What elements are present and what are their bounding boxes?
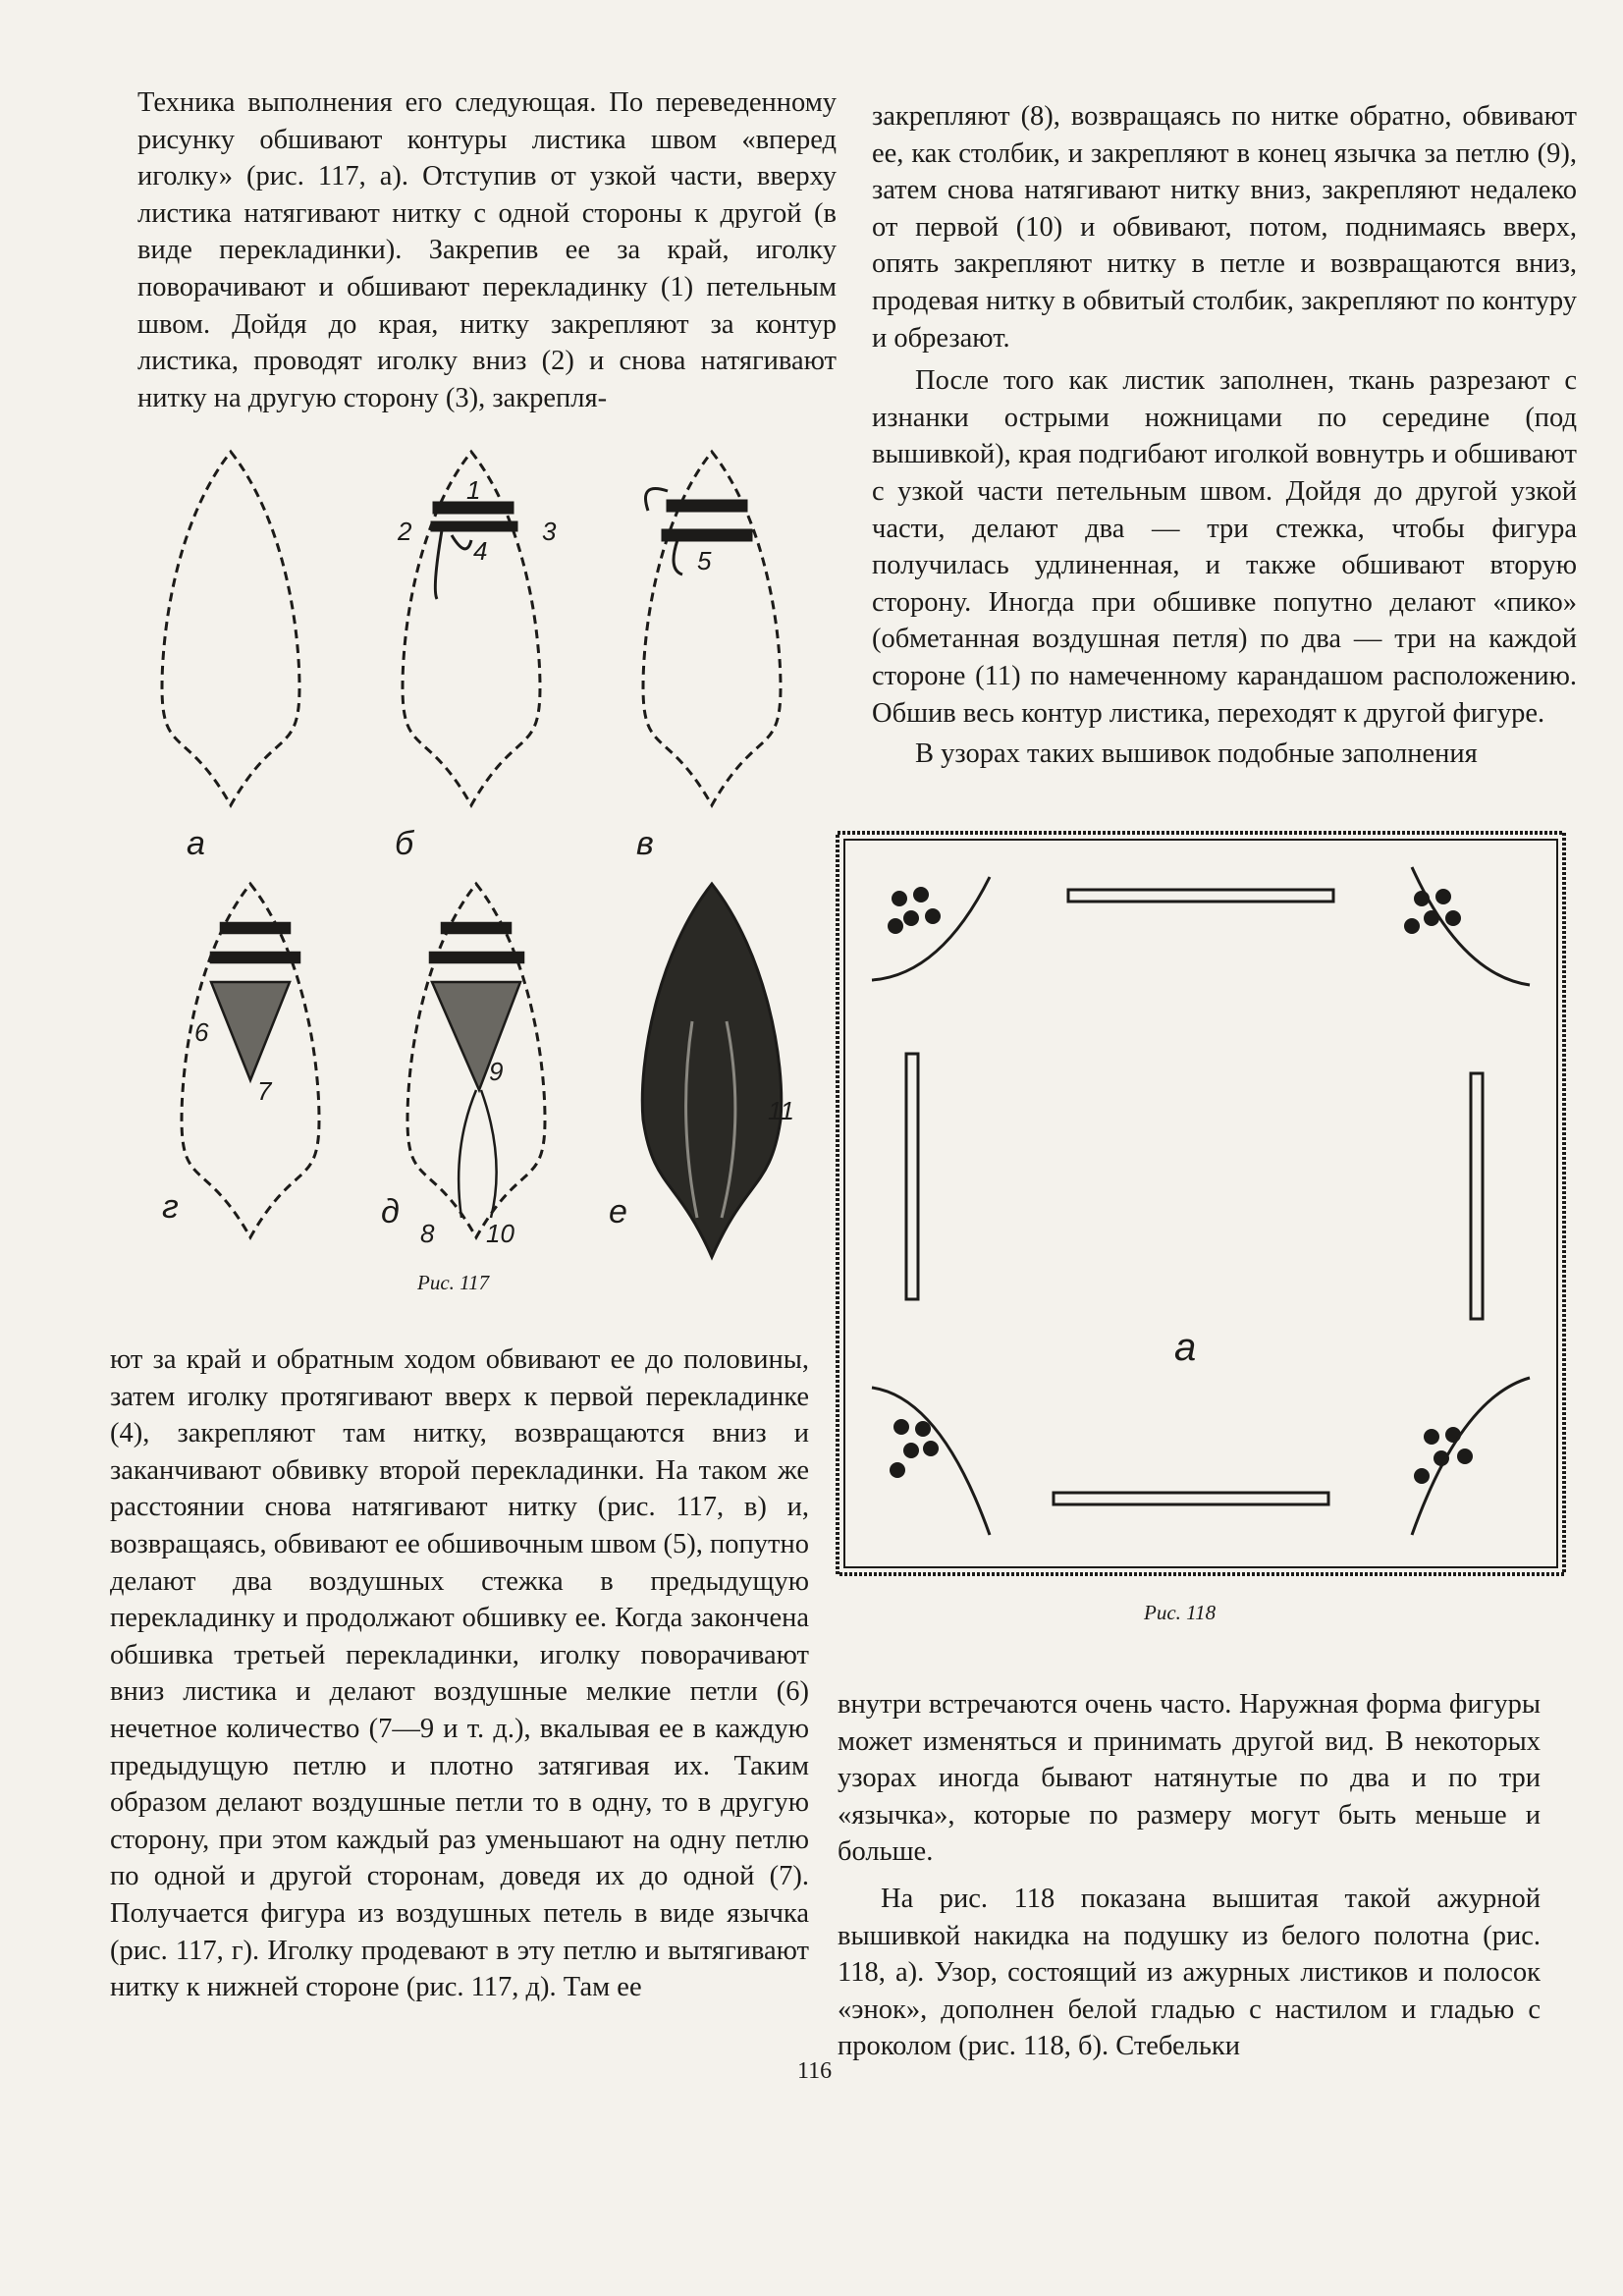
figure-117 — [118, 432, 835, 1296]
leaf-outline-a — [162, 452, 299, 805]
left-top-text — [137, 84, 837, 416]
panel-label-b: б — [395, 825, 414, 862]
step-number: 3 — [542, 517, 557, 546]
step-number: 2 — [398, 517, 412, 546]
panel-label-d: д — [381, 1193, 400, 1230]
figure-118-caption: Рис. 118 — [1144, 1601, 1217, 1624]
left-bottom-text — [110, 1341, 809, 2006]
leaf-filled-e — [642, 884, 781, 1257]
step-number: 6 — [194, 1017, 209, 1047]
figure-118-label: а — [1174, 1326, 1197, 1369]
step-number: 7 — [257, 1076, 272, 1106]
right-bottom-text — [838, 1686, 1541, 2065]
step-number: 9 — [489, 1057, 504, 1086]
panel-label-v: в — [636, 825, 654, 862]
paragraph: В узорах таких вышивок подобные заполнения — [915, 738, 1478, 770]
step-number: 4 — [473, 536, 488, 566]
step-number: 1 — [466, 475, 481, 505]
paragraph: Техника выполнения его следующая. По переведенному рисунку обшивают контуры листика швом «вперед иголку» (рис. 117, а). Отступив от узкой части, вверху листика натягивают нитку с одной стороны к другой (в виде перекладинки). Закрепив ее за край, иголку поворачивают и обшивают перекладинку (1) петельным швом. Дойдя до края, нитку закрепляют за контур листика, проводят иголку вниз (2) и снова натягивают нитку на другую сторону (3), закрепля- — [137, 87, 837, 413]
step-number: 8 — [420, 1219, 435, 1248]
panel-label-e: е — [609, 1193, 627, 1230]
step-number: 10 — [486, 1219, 514, 1248]
paragraph: внутри встречаются очень часто. Наружная форма фигуры может изменяться и принимать другой вид. В некоторых узорах иногда бывают натянутые по два и по три «язычка», которые по размеру могут быть меньше и больше. — [838, 1689, 1541, 1868]
paragraph: ют за край и обратным ходом обвивают ее до половины, затем иголку протягивают вверх к первой перекладинке (4), закрепляют там нитку, возвращаются вниз и заканчивают обвивку второй перекладинки. На таком же расстоянии снова натягивают нитку (рис. 117, в) и, возвращаясь, обвивают ее обшивочным швом (5), попутно делают два воздушных стежка в предыдущую перекладинку и продолжают обшивку ее. Когда закончена обшивка третьей перекладинки, иголку поворачивают вниз листика и делают воздушные мелкие петли (6) нечетное количество (7—9 и т. д.), вкалывая ее в каждую предыдущую петлю и плотно затягивая их. Таким образом делают воздушные петли то в одну, то в другую сторону, при этом каждый раз уменьшают на одну петлю по одной и другой сторонам, доведя их до одной (7). Получается фигура из воздушных петель в виде язычка (рис. 117, г). Иголку продевают в эту петлю и вытягивают нитку к нижней стороне (рис. 117, д). Там ее — [110, 1344, 809, 2003]
right-top-text — [872, 98, 1577, 773]
panel-label-a: а — [187, 825, 205, 862]
figure-117-caption: Рис. 117 — [417, 1271, 490, 1294]
paragraph: закрепляют (8), возвращаясь по нитке обратно, обвивают ее, как столбик, и закрепляют в конец язычка за петлю (9), затем снова натягивают нитку вниз, закрепляют недалеко от первой (10) и обвивают, потом, поднимаясь вверх, опять закрепляют нитку в петле и возвращаются вниз, продевая нитку в обвитый столбик, закрепляют по контуру и обрезают. — [872, 101, 1577, 354]
paragraph: На рис. 118 показана вышитая такой ажурной вышивкой накидка на подушку из белого полотна (рис. 118, а). Узор, состоящий из ажурных листиков и полосок «энок», дополнен белой гладью с настилом и гладью с проколом (рис. 118, б). Стебельки — [838, 1883, 1541, 2062]
figure-118 — [833, 828, 1569, 1579]
paragraph: После того как листик заполнен, ткань разрезают с изнанки острыми ножницами по середине (под вышивкой), края подгибают иголкой вовнутрь и обшивают с узкой части петельным швом. Дойдя до другой узкой части, делают два — три стежка, чтобы фигура получилась удлиненная, и также обшивают вторую сторону. Иногда при обшивке попутно делают «пико» (обметанная воздушная петля) по два — три на каждой стороне (11) по намеченному карандашом расположению. Обшив весь контур листика, переходят к другой фигуре. — [872, 365, 1577, 729]
page-number: 116 — [797, 2058, 833, 2084]
panel-label-g: г — [162, 1188, 179, 1226]
step-number: 5 — [697, 546, 712, 575]
step-number: 11 — [768, 1096, 794, 1125]
